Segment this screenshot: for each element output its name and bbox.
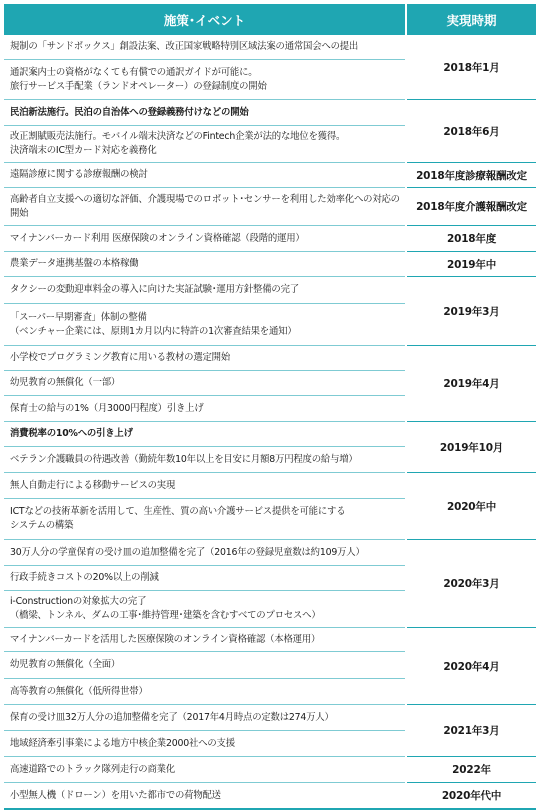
event-cell: ベテラン介護職員の待遇改善（勤続年数10年以上を目安に月額8万円程度の給与増） [4, 447, 405, 473]
event-cell: ICTなどの技術革新を活用して、生産性、質の高い介護サービス提供を可能にする システムの構築 [4, 499, 405, 540]
event-cell: 地域経済牽引事業による地方中核企業2000社への支援 [4, 731, 405, 757]
event-column-header: 施策･イベント [4, 4, 405, 35]
table-header [4, 4, 536, 35]
event-cell: タクシーの変動迎車料金の導入に向けた実証試験･運用方針整備の完了 [4, 277, 405, 304]
event-cell: 遠隔診療に関する診療報酬の検討 [4, 163, 405, 188]
period-column-header: 実現時期 [407, 4, 536, 35]
event-cell: 高速道路でのトラック隊列走行の商業化 [4, 757, 405, 783]
period-cell: 2020年代中 [441, 790, 502, 802]
event-cell: 民泊新法施行。民泊の自治体への登録義務付けなどの開始 [4, 100, 405, 126]
event-cell: 「スーパー早期審査」体制の整備 （ベンチャー企業には、原則1カ月以内に特許の1次審査結果を通知） [4, 304, 405, 346]
event-cell: 幼児教育の無償化（一部） [4, 371, 405, 396]
period-cell: 2018年6月 [407, 100, 536, 163]
period-cell: 2022年 [407, 757, 536, 783]
event-cell: 保育士の給与の1%（月3000円程度）引き上げ [4, 396, 405, 422]
period-cell: 2019年10月 [407, 422, 536, 473]
period-cell: 2018年度介護報酬改定 [407, 188, 536, 226]
period-column [407, 35, 536, 808]
event-cell: マイナンバーカード利用 医療保険のオンライン資格確認（段階的運用） [4, 226, 405, 252]
event-cell: 30万人分の学童保育の受け皿の追加整備を完了（2016年の登録児童数は約109万人） [4, 540, 405, 566]
table-body [4, 35, 536, 810]
event-cell: 農業データ連携基盤の本格稼働 [4, 252, 405, 277]
event-cell: 無人自動走行による移動サービスの実現 [4, 473, 405, 499]
period-cell: 2020年3月 [407, 540, 536, 628]
period-cell: 2018年度 [407, 226, 536, 252]
event-cell: 幼児教育の無償化（全面） [4, 652, 405, 679]
event-cell: 改正割賦販売法施行。モバイル端末決済などのFintech企業が法的な地位を獲得。 決済端末のIC型カード対応を義務化 [4, 126, 405, 163]
event-cell: 小型無人機（ドローン）を用いた都市での荷物配送 [10, 789, 221, 801]
event-cell: 規制の「サンドボックス」創設法案、改正国家戦略特別区域法案の通常国会への提出 [4, 35, 405, 60]
period-cell: 2020年4月 [407, 628, 536, 705]
period-cell: 2019年4月 [407, 346, 536, 422]
event-cell: 通訳案内士の資格がなくても有償での通訳ガイドが可能に。 旅行サービス手配業（ランドオペレーター）の登録制度の開始 [4, 60, 405, 100]
timeline-table [4, 4, 536, 810]
event-cell: i-Constructionの対象拡大の完了 （橋梁、トンネル、ダムの工事･維持管理･建築を含むすべてのプロセスへ） [4, 591, 405, 628]
period-cell: 2018年度診療報酬改定 [407, 163, 536, 188]
event-cell: 行政手続きコストの20%以上の削減 [4, 566, 405, 591]
event-cell: 高等教育の無償化（低所得世帯） [4, 679, 405, 705]
period-cell: 2019年3月 [407, 277, 536, 346]
event-column [4, 35, 405, 808]
period-cell: 2020年中 [407, 473, 536, 540]
event-cell: 保育の受け皿32万人分の追加整備を完了（2017年4月時点の定数は274万人） [4, 705, 405, 731]
event-cell: 小学校でプログラミング教育に用いる教材の選定開始 [4, 346, 405, 371]
period-cell: 2019年中 [407, 252, 536, 277]
event-cell: 高齢者自立支援への適切な評価、介護現場でのロボット･センサーを利用した効率化への対応の開始 [4, 188, 405, 226]
event-cell: 消費税率の10%への引き上げ [4, 422, 405, 447]
event-cell: マイナンバーカードを活用した医療保険のオンライン資格確認（本格運用） [4, 628, 405, 652]
period-cell: 2018年1月 [407, 35, 536, 100]
period-cell: 2021年3月 [407, 705, 536, 757]
